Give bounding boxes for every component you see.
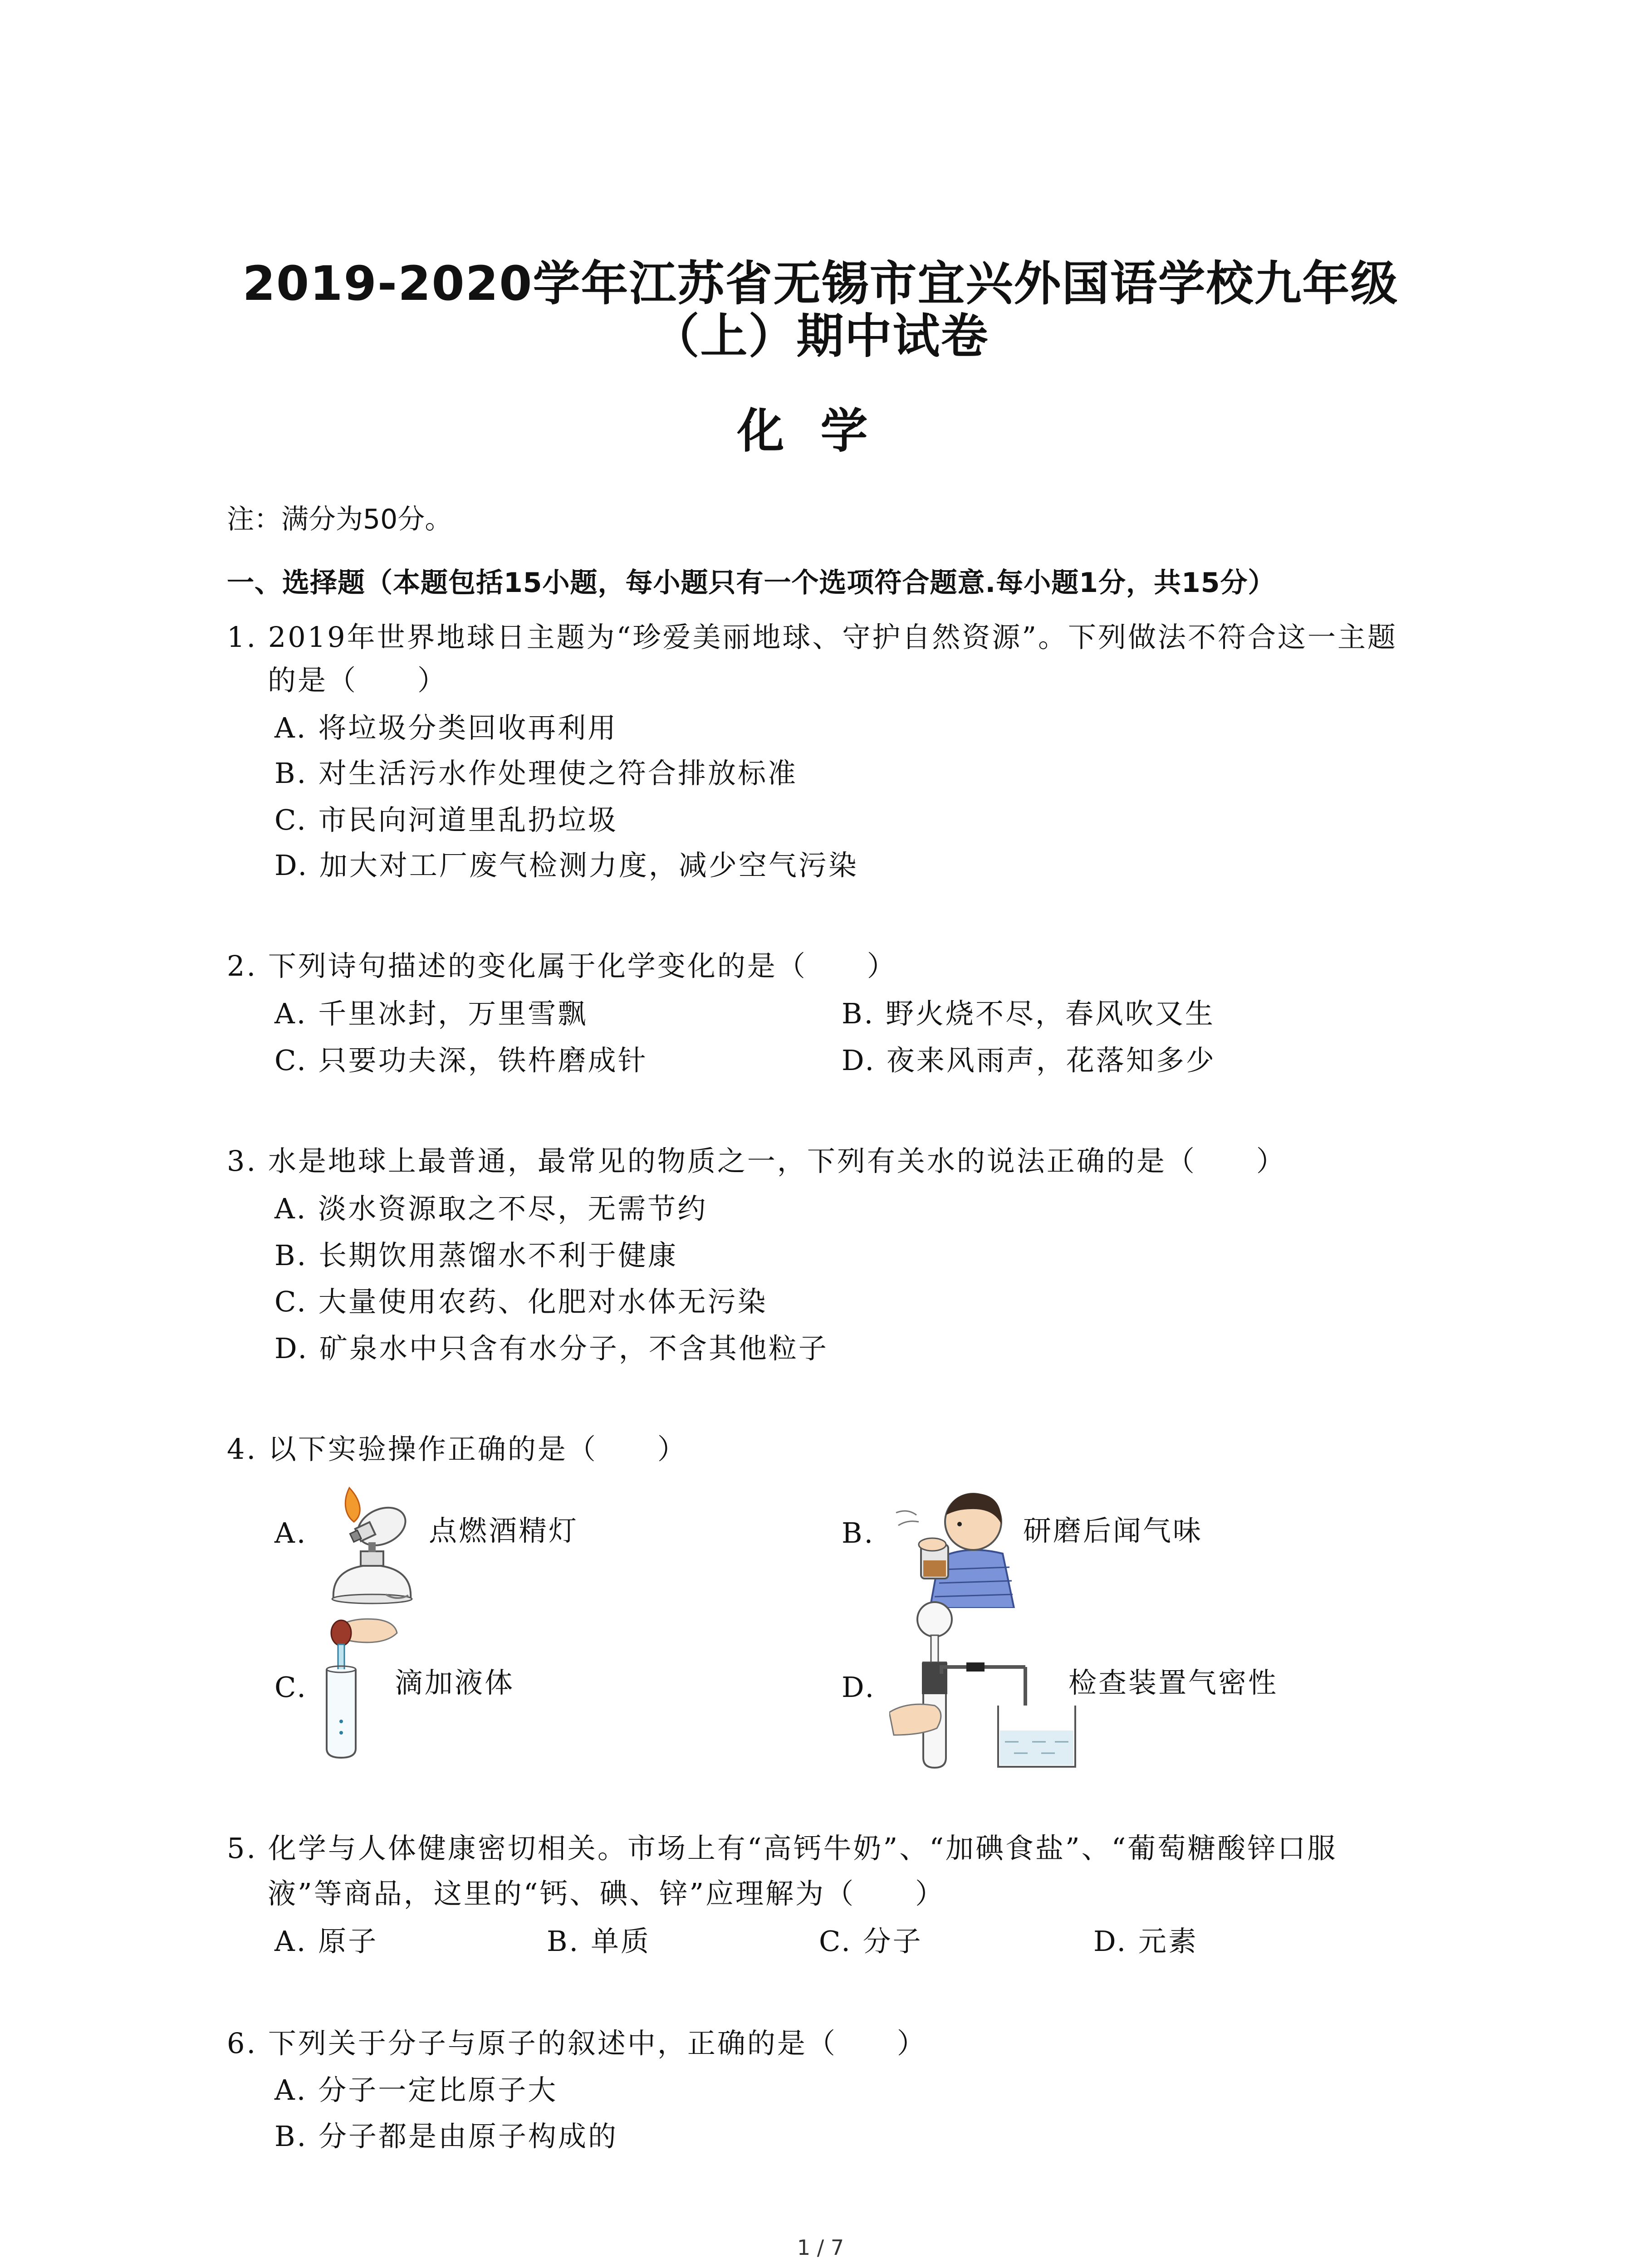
page-number: 1 / 7 — [797, 2235, 844, 2260]
airtightness-apparatus-icon — [889, 1599, 1084, 1771]
q1-option-a: A. 将垃圾分类回收再利用 — [274, 711, 618, 744]
q5-stem-line-2: 液”等商品，这里的“钙、碘、锌”应理解为（ ） — [268, 1877, 945, 1910]
q3-option-d: D. 矿泉水中只含有水分子，不含其他粒子 — [274, 1332, 828, 1365]
q5-option-d: D. 元素 — [1093, 1925, 1198, 1958]
q3-option-b: B. 长期饮用蒸馏水不利于健康 — [274, 1239, 678, 1272]
q2-option-a: A. 千里冰封，万里雪飘 — [274, 997, 588, 1030]
exam-title-line-2: （上）期中试卷 — [652, 308, 989, 364]
q4-option-a-letter: A. — [274, 1516, 308, 1549]
q4-option-d-letter: D. — [842, 1671, 876, 1704]
q1-stem-line-1: 1. 2019年世界地球日主题为“珍爱美丽地球、守护自然资源”。下列做法不符合这一主题 — [227, 621, 1398, 654]
q2-stem: 2. 下列诗句描述的变化属于化学变化的是（ ） — [227, 949, 897, 982]
q2-option-b: B. 野火烧不尽，春风吹又生 — [842, 997, 1215, 1030]
q6-option-b: B. 分子都是由原子构成的 — [274, 2120, 618, 2153]
section-heading: 一、选择题（本题包括15小题，每小题只有一个选项符合题意.每小题1分，共15分） — [227, 567, 1276, 599]
boy-smelling-icon — [889, 1476, 1021, 1608]
q6-option-a: A. 分子一定比原子大 — [274, 2073, 558, 2107]
q1-option-c: C. 市民向河道里乱扔垃圾 — [274, 803, 618, 836]
q4-option-d-label: 检查装置气密性 — [1068, 1666, 1279, 1699]
q5-option-a: A. 原子 — [274, 1925, 378, 1958]
q4-option-c-letter: C. — [274, 1671, 308, 1704]
q1-option-d: D. 加大对工厂废气检测力度，减少空气污染 — [274, 849, 858, 882]
q3-option-a: A. 淡水资源取之不尽，无需节约 — [274, 1192, 708, 1225]
q6-stem: 6. 下列关于分子与原子的叙述中，正确的是（ ） — [227, 2027, 927, 2060]
q3-option-c: C. 大量使用农药、化肥对水体无污染 — [274, 1285, 768, 1318]
q4-option-a-label: 点燃酒精灯 — [429, 1514, 579, 1547]
alcohol-lamp-lighting-icon — [318, 1476, 436, 1608]
q5-stem-line-1: 5. 化学与人体健康密切相关。市场上有“高钙牛奶”、“加碘食盐”、“葡萄糖酸锌口服 — [227, 1832, 1337, 1865]
q1-stem-line-2: 的是（ ） — [268, 664, 448, 697]
score-note: 注：满分为50分。 — [227, 503, 452, 535]
q5-option-b: B. 单质 — [547, 1925, 651, 1958]
q1-option-b: B. 对生活污水作处理使之符合排放标准 — [274, 757, 798, 790]
q4-option-c-label: 滴加液体 — [395, 1666, 515, 1699]
exam-title-line-1: 2019-2020学年江苏省无锡市宜兴外国语学校九年级 — [242, 256, 1399, 311]
q3-stem: 3. 水是地球上最普通，最常见的物质之一，下列有关水的说法正确的是（ ） — [227, 1144, 1286, 1178]
dropper-test-tube-icon — [309, 1608, 399, 1762]
q4-stem: 4. 以下实验操作正确的是（ ） — [227, 1432, 687, 1466]
q5-option-c: C. 分子 — [819, 1925, 923, 1958]
q2-option-d: D. 夜来风雨声，花落知多少 — [842, 1044, 1216, 1077]
q4-option-b-letter: B. — [842, 1516, 875, 1549]
q4-option-b-label: 研磨后闻气味 — [1023, 1514, 1203, 1547]
q2-option-c: C. 只要功夫深，铁杵磨成针 — [274, 1044, 648, 1077]
subject-title: 化学 — [737, 403, 904, 459]
